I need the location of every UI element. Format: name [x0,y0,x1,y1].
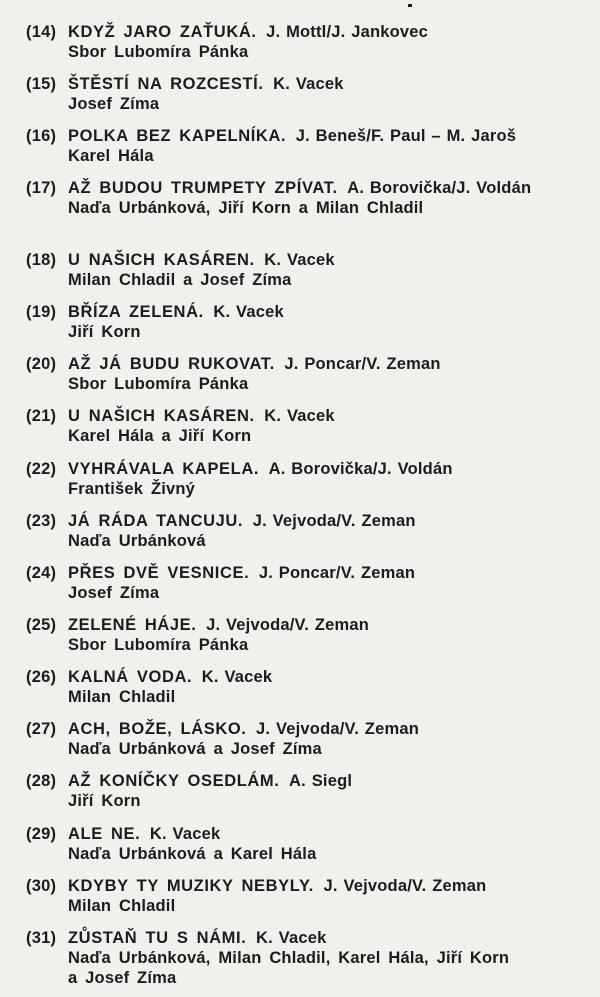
track-composer: K. Vacek [264,251,335,269]
track-composer: J. Vejvoda/V. Zeman [206,616,369,634]
track-performer: a Josef Zíma [68,969,177,987]
track-performer: Karel Hála [68,147,154,165]
track-title: ZŮSTAŇ TU S NÁMI. [68,929,247,947]
track-title: KALNÁ VODA. [68,668,193,686]
track-composer: K. Vacek [273,75,344,93]
track-number: (20) [26,355,57,373]
track-title: KDYBY TY MUZIKY NEBYLY. [68,877,314,895]
track-title: AŽ BUDOU TRUMPETY ZPÍVAT. [68,179,338,197]
track-number: (18) [26,251,57,269]
track-item [26,302,598,342]
track-item [26,406,598,446]
track-item [26,928,598,988]
track-title: ACH, BOŽE, LÁSKO. [68,720,247,738]
track-number: (19) [26,303,57,321]
track-composer: J. Beneš/F. Paul – M. Jaroš [295,127,517,145]
track-composer: J. Vejvoda/V. Zeman [323,877,487,895]
track-item [26,354,598,394]
track-performer: Naďa Urbánková [68,532,206,550]
track-performer: Naďa Urbánková, Jiří Korn a Milan Chladil [68,199,424,217]
track-item [26,126,598,166]
track-composer: J. Poncar/V. Zeman [258,564,416,582]
track-performer: Naďa Urbánková, Milan Chladil, Karel Hála, Jiří Korn [68,949,510,967]
track-composer: K. Vacek [213,303,284,321]
track-title: POLKA BEZ KAPELNÍKA. [68,127,287,145]
track-item [26,250,598,290]
track-item [26,22,598,62]
track-composer: K. Vacek [264,407,335,425]
track-performer: Sbor Lubomíra Pánka [68,636,249,654]
track-number: (22) [26,460,57,478]
track-composer: A. Siegl [289,772,353,790]
track-number: (30) [26,877,57,895]
track-title: VYHRÁVALA KAPELA. [68,460,260,478]
track-item [26,511,598,551]
track-item [26,719,598,759]
track-performer: Milan Chladil [68,688,176,706]
track-item [26,667,598,707]
track-performer: Milan Chladil [68,897,176,915]
track-number: (14) [26,23,57,41]
track-performer: Naďa Urbánková a Josef Zíma [68,740,322,758]
track-title: AŽ JÁ BUDU RUKOVAT. [68,355,275,373]
track-performer: Milan Chladil a Josef Zíma [68,271,292,289]
track-performer: František Živný [68,480,196,498]
track-item [26,876,598,916]
track-composer: K. Vacek [255,929,327,947]
track-performer: Sbor Lubomíra Pánka [68,43,249,61]
print-dot [408,4,412,7]
track-composer: K. Vacek [149,825,221,843]
track-composer: J. Poncar/V. Zeman [284,355,441,373]
track-title: U NAŠICH KASÁREN. [68,407,255,425]
track-item [26,459,598,499]
track-title: U NAŠICH KASÁREN. [68,251,255,269]
track-performer: Naďa Urbánková a Karel Hála [68,845,317,863]
track-number: (17) [26,179,57,197]
track-composer: J. Mottl/J. Jankovec [266,23,429,41]
track-title: ZELENÉ HÁJE. [68,616,197,634]
track-item [26,615,598,655]
track-performer: Josef Zíma [68,95,160,113]
track-number: (16) [26,127,57,145]
track-title: AŽ KONÍČKY OSEDLÁM. [68,772,280,790]
track-number: (23) [26,512,57,530]
track-performer: Sbor Lubomíra Pánka [68,375,249,393]
track-performer: Josef Zíma [68,584,160,602]
track-number: (25) [26,616,57,634]
track-item [26,771,598,811]
track-composer: J. Vejvoda/V. Zeman [252,512,416,530]
track-number: (31) [26,929,57,947]
track-title: PŘES DVĚ VESNICE. [68,564,250,582]
track-number: (21) [26,407,57,425]
track-number: (28) [26,772,57,790]
track-number: (24) [26,564,57,582]
track-performer: Jiří Korn [68,792,141,810]
track-composer: J. Vejvoda/V. Zeman [256,720,419,738]
track-number: (15) [26,75,57,93]
track-composer: A. Borovička/J. Voldán [268,460,453,478]
track-number: (27) [26,720,57,738]
track-number: (29) [26,825,57,843]
track-title: ŠTĚSTÍ NA ROZCESTÍ. [68,75,264,93]
track-number: (26) [26,668,57,686]
track-performer: Karel Hála a Jiří Korn [68,427,252,445]
track-title: KDYŽ JARO ZAŤUKÁ. [68,23,257,41]
track-performer: Jiří Korn [68,323,141,341]
track-item [26,563,598,603]
track-composer: A. Borovička/J. Voldán [347,179,532,197]
track-item [26,824,598,864]
track-title: ALE NE. [68,825,141,843]
track-composer: K. Vacek [201,668,273,686]
track-item [26,178,598,218]
track-title: BŘÍZA ZELENÁ. [68,303,204,321]
track-title: JÁ RÁDA TANCUJU. [68,512,244,530]
track-item [26,74,598,114]
